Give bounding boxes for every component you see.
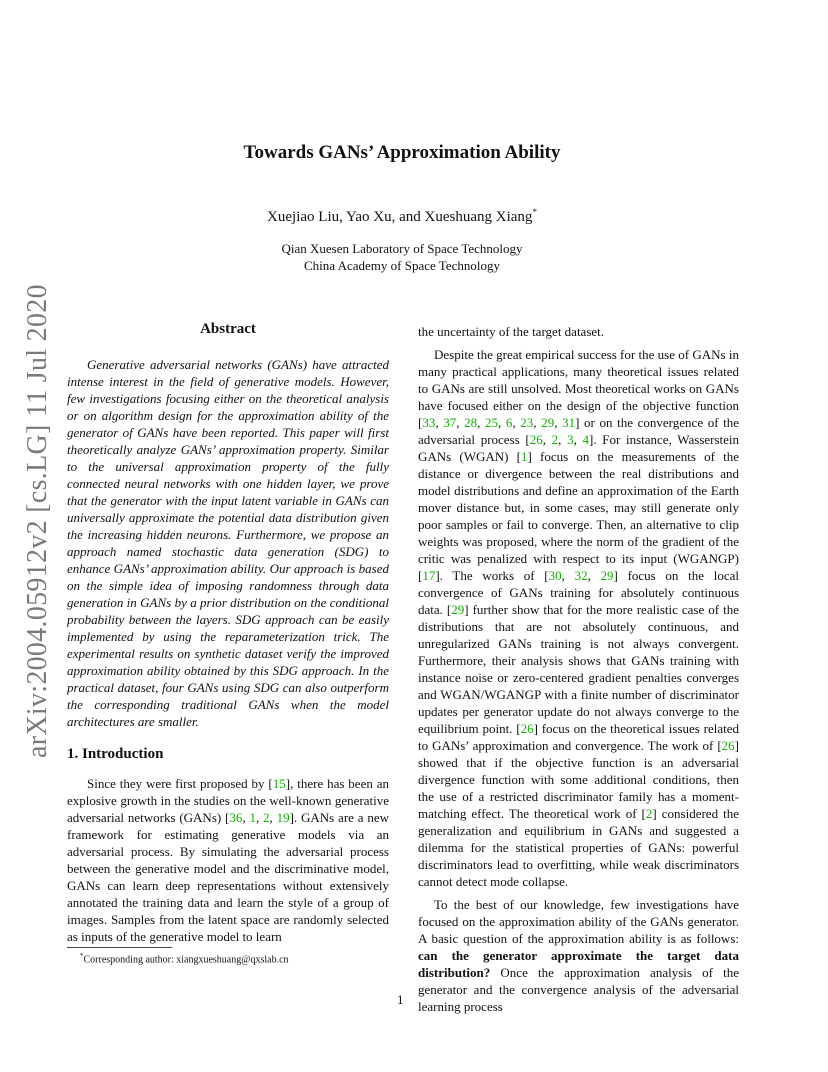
text-run: Once the approximation analysis of the generator and the convergence analysis of the adversarial learning process bbox=[418, 965, 739, 1014]
citation-link[interactable]: 3 bbox=[567, 432, 574, 447]
citation-link[interactable]: 2 bbox=[551, 432, 559, 447]
introduction-body bbox=[67, 775, 389, 945]
text-run: To the best of our knowledge, few investigations have focused on the approximation ability of the GANs generator. A basic question of the approximation ability is as follows: bbox=[418, 897, 739, 946]
page-number: 1 bbox=[397, 992, 404, 1007]
abstract-paragraph: Generative adversarial networks (GANs) have attracted intense interest in the field of generative models. However, few investigations focusing either on the theoretical analysis or on algorithm design for the approximation ability of the generator of GANs have been reported. This paper will first theoretically analyze GANs’ approximation property. Similar to the universal approximation property of the fully connected neural networks with one hidden layer, we prove that the generator with the input latent variable in GANs can universally approximate the potential data distribution given the increasing hidden neurons. Furthermore, we propose an approach named stochastic data generation (SDG) to enhance GANs’ approximation ability. Our approach is based on the simple idea of imposing randomness through data generation in GANs by a prior distribution on the conditional probability between the layers. SDG approach can be easily implemented by using the reparameterization trick. The experimental results on synthetic dataset verify the improved approximation ability obtained by this SDG approach. In the practical dataset, four GANs using SDG can also outperform the corresponding traditional GANs when the model architectures are smaller. bbox=[67, 357, 389, 729]
text-run: ] further show that for the more realistic case of the distributions that are not absolutely continuous, and unregularized GANs training is not always convergent. Furthermore, their analysis shows that GANs training with instance noise or zero-centered gradient penalties converges and WGAN/WGANGP with a finite number of discriminator updates per generator update do not always converge to the equilibrium point. [ bbox=[418, 602, 739, 736]
intro-paragraph-2 bbox=[418, 346, 739, 890]
text-run: , bbox=[512, 415, 521, 430]
paper-title: Towards GANs’ Approximation Ability bbox=[243, 142, 561, 163]
text-run: , bbox=[533, 415, 542, 430]
citation-link[interactable]: 19 bbox=[276, 810, 290, 825]
text-run: , bbox=[554, 415, 563, 430]
citation-link[interactable]: 25 bbox=[485, 415, 499, 430]
citation-link[interactable]: 29 bbox=[600, 568, 614, 583]
right-column-body bbox=[418, 346, 739, 1021]
citation-link[interactable]: 26 bbox=[721, 738, 735, 753]
author-footnote-mark: * bbox=[532, 207, 537, 217]
footnote-divider bbox=[67, 947, 172, 948]
affiliation-line-2: China Academy of Space Technology bbox=[304, 258, 500, 273]
text-run: , bbox=[561, 568, 575, 583]
text-run: ]. For instance, Wasserstein GANs (WGAN) [ bbox=[418, 432, 740, 464]
text-run: ] focus on the measurements of the distance or divergence between the real distributions and model distributions and define an approximation of the Earth mover distance but, in some cases, may still generate only poor samples or fail to converge. Then, an alternative to clip weights was proposed, where the norm of the gradient of the critic was penalized with respect to its input (WGANGP) [ bbox=[418, 449, 739, 583]
citation-link[interactable]: 36 bbox=[229, 810, 243, 825]
citation-link[interactable]: 2 bbox=[263, 810, 270, 825]
citation-link[interactable]: 23 bbox=[520, 415, 534, 430]
text-run: ] showed that if the objective function is an adversarial divergence function with some additional conditions, then the use of a restricted discriminator family has a moment-matching effect. The theoretical work of [ bbox=[418, 738, 739, 821]
continuation-line: the uncertainty of the target dataset. bbox=[418, 324, 605, 339]
footnote bbox=[80, 952, 289, 965]
text-run: , bbox=[587, 568, 601, 583]
citation-link[interactable]: 29 bbox=[451, 602, 465, 617]
affiliation bbox=[0, 240, 804, 274]
text-run: Despite the great empirical success for the use of GANs in many practical applications, many theoretical issues related to GANs are still unsolved. Most theoretical works on GANs have focused either on the design of the objective function [ bbox=[418, 347, 739, 430]
text-run: ], there has been an explosive growth in the studies on the well-known generative adversarial networks (GANs) [ bbox=[67, 776, 390, 825]
footnote-mark: * bbox=[80, 952, 84, 960]
author-list bbox=[0, 207, 804, 226]
intro-paragraph-1 bbox=[67, 775, 389, 945]
citation-link[interactable]: 26 bbox=[529, 432, 543, 447]
citation-link[interactable]: 31 bbox=[562, 415, 576, 430]
text-run: ] focus on the theoretical issues related to GANs’ approximation and convergence. The work of [ bbox=[418, 721, 739, 753]
citation-link[interactable]: 30 bbox=[548, 568, 562, 583]
citation-link[interactable]: 26 bbox=[520, 721, 534, 736]
text-run: , bbox=[456, 415, 465, 430]
right-column-continuation bbox=[418, 323, 739, 340]
text-run: Since they were first proposed by [ bbox=[87, 776, 273, 791]
text-run: ]. The works of [ bbox=[435, 568, 549, 583]
citation-link[interactable]: 2 bbox=[645, 806, 653, 821]
section-heading-introduction: 1. Introduction bbox=[67, 746, 164, 762]
intro-paragraph-3 bbox=[418, 896, 739, 1015]
citation-link[interactable]: 33 bbox=[422, 415, 436, 430]
text-run: ] considered the generalization and equilibrium in GANs and suggested a dilemma for the statistical properties of GANs: powerful discriminators lead to overfitting, while weak discriminators cannot detect mode collapse. bbox=[418, 806, 739, 889]
affiliation-line-1: Qian Xuesen Laboratory of Space Technology bbox=[281, 241, 523, 256]
bold-question: can the generator approximate the target data distribution? bbox=[418, 948, 739, 980]
author-names: Xuejiao Liu, Yao Xu, and Xueshuang Xiang bbox=[267, 209, 533, 225]
text-run: , bbox=[558, 432, 568, 447]
abstract-body bbox=[67, 356, 389, 730]
citation-link[interactable]: 29 bbox=[541, 415, 555, 430]
citation-link[interactable]: 17 bbox=[422, 568, 436, 583]
arxiv-identifier: arXiv:2004.05912v2 [cs.LG] 11 Jul 2020 bbox=[22, 284, 53, 758]
citation-link[interactable]: 15 bbox=[272, 776, 286, 791]
text-run: , bbox=[573, 432, 583, 447]
text-run: ] or on the convergence of the adversarial process [ bbox=[418, 415, 740, 447]
citation-link[interactable]: 28 bbox=[464, 415, 478, 430]
text-run: , bbox=[242, 810, 250, 825]
citation-link[interactable]: 37 bbox=[443, 415, 457, 430]
text-run: , bbox=[542, 432, 552, 447]
citation-link[interactable]: 1 bbox=[521, 449, 528, 464]
text-run: , bbox=[435, 415, 444, 430]
abstract-heading: Abstract bbox=[200, 321, 256, 337]
citation-link[interactable]: 6 bbox=[505, 415, 513, 430]
citation-link[interactable]: 1 bbox=[249, 810, 256, 825]
citation-link[interactable]: 4 bbox=[582, 432, 589, 447]
citation-link[interactable]: 32 bbox=[574, 568, 588, 583]
text-run: , bbox=[269, 810, 277, 825]
text-run: , bbox=[477, 415, 486, 430]
text-run: ] focus on the local convergence of GANs training for absolutely continuous data. [ bbox=[418, 568, 739, 617]
text-run: ]. GANs are a new framework for estimating generative models via an adversarial process. By simulating the adversarial process between the generative model and the discriminative model, GANs can learn deep representations without extensively annotated the training data and learn the style of a group of images. Samples from the latent space are randomly selected as inputs of the generative model to learn bbox=[67, 810, 390, 944]
text-run: , bbox=[255, 810, 264, 825]
text-run: , bbox=[498, 415, 506, 430]
footnote-text: Corresponding author: xiangxueshuang@qxslab.cn bbox=[83, 954, 289, 966]
